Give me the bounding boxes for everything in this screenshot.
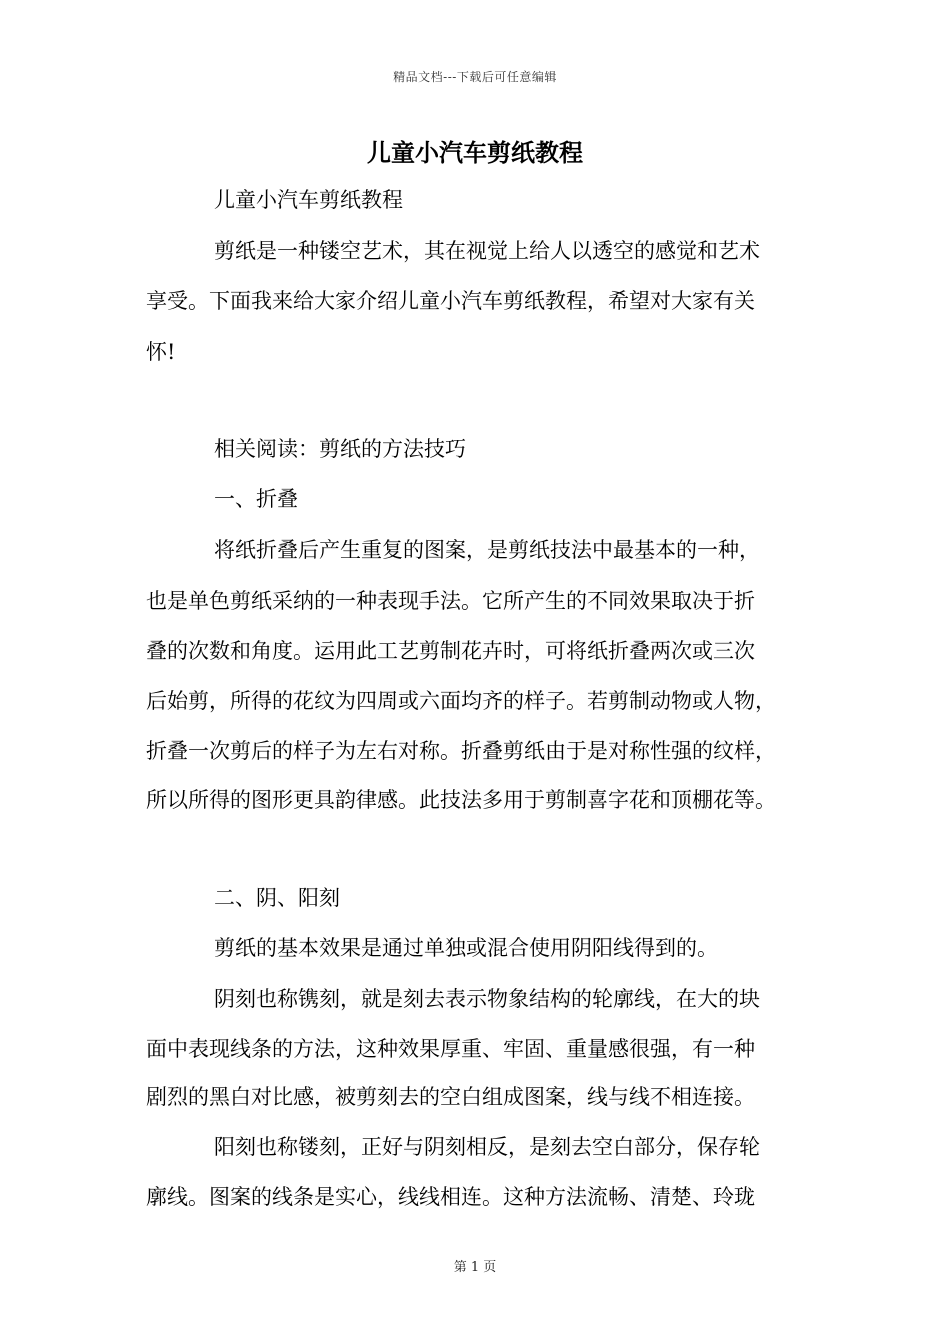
page-footer: 第 1 页 <box>453 1260 497 1275</box>
paragraph-line: 剪纸是一种镂空艺术，其在视觉上给人以透空的感觉和艺术 <box>214 239 760 263</box>
paragraph-line: 也是单色剪纸采纳的一种表现手法。它所产生的不同效果取决于折 <box>146 589 755 613</box>
paragraph-line: 享受。下面我来给大家介绍儿童小汽车剪纸教程，希望对大家有关 <box>146 289 755 313</box>
paragraph-line: 阳刻也称镂刻，正好与阴刻相反，是刻去空白部分，保存轮 <box>214 1135 760 1159</box>
paragraph-line: 阴刻也称镌刻，就是刻去表示物象结构的轮廓线，在大的块 <box>214 987 760 1011</box>
paragraph-line: 后始剪，所得的花纹为四周或六面均齐的样子。若剪制动物或人物， <box>146 689 776 713</box>
paragraph-line: 廓线。图案的线条是实心，线线相连。这种方法流畅、清楚、玲珑 <box>146 1185 755 1209</box>
paragraph-line: 面中表现线条的方法，这种效果厚重、牢固、重量感很强，有一种 <box>146 1037 755 1061</box>
page-header: 精品文档---下载后可任意编辑 <box>393 70 557 84</box>
paragraph-line: 剧烈的黑白对比感，被剪刻去的空白组成图案，线与线不相连接。 <box>146 1085 755 1109</box>
related-reading-heading: 相关阅读：剪纸的方法技巧 <box>214 437 466 461</box>
paragraph-line: 叠的次数和角度。运用此工艺剪制花卉时，可将纸折叠两次或三次 <box>146 639 755 663</box>
paragraph-line: 所以所得的图形更具韵律感。此技法多用于剪制喜字花和顶棚花等。 <box>146 788 776 812</box>
paragraph-line: 剪纸的基本效果是通过单独或混合使用阴阳线得到的。 <box>214 936 718 960</box>
section-heading-fold: 一、折叠 <box>214 487 298 511</box>
paragraph-line: 折叠一次剪后的样子为左右对称。折叠剪纸由于是对称性强的纹样， <box>146 739 776 763</box>
paragraph-line: 将纸折叠后产生重复的图案，是剪纸技法中最基本的一种， <box>214 538 760 562</box>
document-title: 儿童小汽车剪纸教程 <box>367 138 583 167</box>
section-heading-yin-yang: 二、阴、阳刻 <box>214 886 340 910</box>
subtitle-line: 儿童小汽车剪纸教程 <box>214 188 403 212</box>
paragraph-line: 怀! <box>146 340 176 364</box>
